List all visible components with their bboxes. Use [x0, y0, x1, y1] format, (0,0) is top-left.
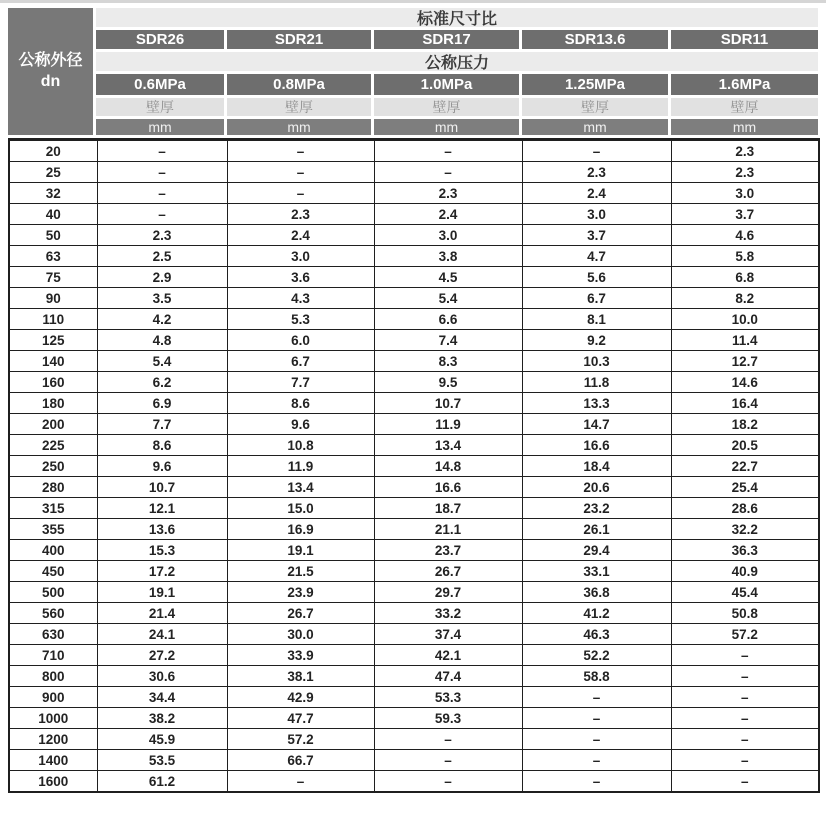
- table-row: [9, 666, 819, 687]
- table-row: [9, 372, 819, 393]
- value-cell: 10.7: [374, 393, 522, 414]
- value-cell: 45.4: [671, 582, 819, 603]
- value-cell: –: [522, 771, 671, 793]
- value-cell: –: [227, 183, 374, 204]
- col-header-sdr21: SDR21: [227, 30, 371, 49]
- value-cell: 36.3: [671, 540, 819, 561]
- dn-cell: 63: [9, 246, 97, 267]
- corner-header-nominal-od: [8, 8, 93, 135]
- value-cell: –: [671, 729, 819, 750]
- col-header-sdr17: SDR17: [374, 30, 519, 49]
- value-cell: –: [522, 729, 671, 750]
- value-cell: 14.8: [374, 456, 522, 477]
- value-cell: 61.2: [97, 771, 227, 793]
- value-cell: 5.4: [97, 351, 227, 372]
- value-cell: 3.0: [671, 183, 819, 204]
- value-cell: 20.6: [522, 477, 671, 498]
- dn-cell: 1200: [9, 729, 97, 750]
- dn-cell: 110: [9, 309, 97, 330]
- value-cell: 15.3: [97, 540, 227, 561]
- value-cell: 15.0: [227, 498, 374, 519]
- corner-header-line2: dn: [40, 72, 61, 90]
- dn-cell: 1000: [9, 708, 97, 729]
- col-header-1-0mpa: 1.0MPa: [374, 74, 519, 95]
- table-row: [9, 435, 819, 456]
- col-header-0-6mpa: 0.6MPa: [96, 74, 224, 95]
- value-cell: 27.2: [97, 645, 227, 666]
- value-cell: –: [374, 162, 522, 183]
- value-cell: 2.3: [374, 183, 522, 204]
- value-cell: –: [522, 140, 671, 162]
- value-cell: 13.6: [97, 519, 227, 540]
- table-row: [9, 603, 819, 624]
- value-cell: 3.8: [374, 246, 522, 267]
- corner-header-line1: 公称外径: [18, 51, 83, 69]
- value-cell: –: [97, 162, 227, 183]
- value-cell: 9.6: [227, 414, 374, 435]
- value-cell: 53.5: [97, 750, 227, 771]
- top-divider-strip: [0, 0, 826, 3]
- value-cell: 42.9: [227, 687, 374, 708]
- value-cell: 19.1: [97, 582, 227, 603]
- value-cell: 33.9: [227, 645, 374, 666]
- value-cell: 59.3: [374, 708, 522, 729]
- table-row: [9, 414, 819, 435]
- table-row: [9, 624, 819, 645]
- table-body: [9, 140, 819, 793]
- value-cell: 46.3: [522, 624, 671, 645]
- value-cell: 3.6: [227, 267, 374, 288]
- wall-thickness-label: 壁厚: [374, 98, 519, 116]
- value-cell: –: [227, 140, 374, 162]
- table-row: [9, 477, 819, 498]
- table-row: [9, 162, 819, 183]
- value-cell: –: [227, 771, 374, 793]
- dn-cell: 900: [9, 687, 97, 708]
- value-cell: 23.9: [227, 582, 374, 603]
- value-cell: 16.4: [671, 393, 819, 414]
- value-cell: 7.7: [97, 414, 227, 435]
- value-cell: –: [671, 750, 819, 771]
- dn-cell: 140: [9, 351, 97, 372]
- value-cell: 10.3: [522, 351, 671, 372]
- value-cell: 18.4: [522, 456, 671, 477]
- value-cell: 38.2: [97, 708, 227, 729]
- value-cell: 2.3: [522, 162, 671, 183]
- dn-cell: 560: [9, 603, 97, 624]
- value-cell: 8.6: [227, 393, 374, 414]
- value-cell: 57.2: [227, 729, 374, 750]
- value-cell: –: [671, 645, 819, 666]
- value-cell: 36.8: [522, 582, 671, 603]
- table-row: [9, 519, 819, 540]
- value-cell: 5.8: [671, 246, 819, 267]
- dn-cell: 225: [9, 435, 97, 456]
- value-cell: 58.8: [522, 666, 671, 687]
- table-row: [9, 267, 819, 288]
- value-cell: –: [374, 140, 522, 162]
- value-cell: 20.5: [671, 435, 819, 456]
- value-cell: 57.2: [671, 624, 819, 645]
- wall-thickness-data-table: [8, 138, 820, 793]
- value-cell: 25.4: [671, 477, 819, 498]
- value-cell: 4.2: [97, 309, 227, 330]
- value-cell: 2.9: [97, 267, 227, 288]
- wall-thickness-label: 壁厚: [227, 98, 371, 116]
- value-cell: 32.2: [671, 519, 819, 540]
- value-cell: 3.0: [522, 204, 671, 225]
- value-cell: 4.3: [227, 288, 374, 309]
- value-cell: 4.7: [522, 246, 671, 267]
- value-cell: 6.8: [671, 267, 819, 288]
- table-row: [9, 204, 819, 225]
- value-cell: 8.2: [671, 288, 819, 309]
- value-cell: 24.1: [97, 624, 227, 645]
- value-cell: 17.2: [97, 561, 227, 582]
- value-cell: 16.6: [374, 477, 522, 498]
- unit-mm-label: mm: [374, 119, 519, 135]
- dn-cell: 180: [9, 393, 97, 414]
- value-cell: 5.4: [374, 288, 522, 309]
- col-header-1-6mpa: 1.6MPa: [671, 74, 818, 95]
- value-cell: 30.0: [227, 624, 374, 645]
- value-cell: 6.7: [227, 351, 374, 372]
- value-cell: 16.9: [227, 519, 374, 540]
- table-row: [9, 351, 819, 372]
- value-cell: 26.1: [522, 519, 671, 540]
- value-cell: 6.2: [97, 372, 227, 393]
- value-cell: 3.7: [522, 225, 671, 246]
- table-row: [9, 140, 819, 162]
- unit-mm-label: mm: [96, 119, 224, 135]
- value-cell: 2.4: [227, 225, 374, 246]
- dn-cell: 1600: [9, 771, 97, 793]
- value-cell: 2.3: [227, 204, 374, 225]
- value-cell: 10.8: [227, 435, 374, 456]
- col-header-sdr26: SDR26: [96, 30, 224, 49]
- value-cell: 3.7: [671, 204, 819, 225]
- value-cell: 29.4: [522, 540, 671, 561]
- table-row: [9, 246, 819, 267]
- value-cell: 47.4: [374, 666, 522, 687]
- dn-cell: 125: [9, 330, 97, 351]
- dn-cell: 50: [9, 225, 97, 246]
- col-header-0-8mpa: 0.8MPa: [227, 74, 371, 95]
- value-cell: 11.4: [671, 330, 819, 351]
- value-cell: –: [522, 750, 671, 771]
- value-cell: 2.3: [671, 140, 819, 162]
- value-cell: –: [97, 183, 227, 204]
- value-cell: 10.0: [671, 309, 819, 330]
- value-cell: 21.1: [374, 519, 522, 540]
- value-cell: –: [374, 750, 522, 771]
- dn-cell: 355: [9, 519, 97, 540]
- table-row: [9, 225, 819, 246]
- value-cell: –: [522, 708, 671, 729]
- value-cell: 23.2: [522, 498, 671, 519]
- group-header-nominal-pressure: 公称压力: [96, 52, 818, 71]
- dn-cell: 710: [9, 645, 97, 666]
- group-header-sdr-ratio: 标准尺寸比: [96, 8, 818, 27]
- value-cell: 9.2: [522, 330, 671, 351]
- value-cell: –: [374, 771, 522, 793]
- table-row: [9, 540, 819, 561]
- dn-cell: 280: [9, 477, 97, 498]
- dn-cell: 40: [9, 204, 97, 225]
- value-cell: 2.3: [671, 162, 819, 183]
- value-cell: –: [522, 687, 671, 708]
- value-cell: 14.7: [522, 414, 671, 435]
- value-cell: 13.4: [374, 435, 522, 456]
- value-cell: 9.6: [97, 456, 227, 477]
- value-cell: –: [671, 687, 819, 708]
- value-cell: –: [671, 666, 819, 687]
- value-cell: 7.7: [227, 372, 374, 393]
- dn-cell: 200: [9, 414, 97, 435]
- dn-cell: 25: [9, 162, 97, 183]
- col-header-sdr11: SDR11: [671, 30, 818, 49]
- value-cell: –: [97, 140, 227, 162]
- col-header-sdr13-6: SDR13.6: [522, 30, 668, 49]
- value-cell: 30.6: [97, 666, 227, 687]
- dn-cell: 630: [9, 624, 97, 645]
- dn-cell: 250: [9, 456, 97, 477]
- value-cell: 12.1: [97, 498, 227, 519]
- table-row: [9, 645, 819, 666]
- col-header-1-25mpa: 1.25MPa: [522, 74, 668, 95]
- value-cell: 53.3: [374, 687, 522, 708]
- value-cell: 14.6: [671, 372, 819, 393]
- wall-thickness-label: 壁厚: [522, 98, 668, 116]
- value-cell: 5.6: [522, 267, 671, 288]
- dn-cell: 160: [9, 372, 97, 393]
- value-cell: 22.7: [671, 456, 819, 477]
- value-cell: 66.7: [227, 750, 374, 771]
- value-cell: 23.7: [374, 540, 522, 561]
- value-cell: 4.8: [97, 330, 227, 351]
- value-cell: 6.9: [97, 393, 227, 414]
- value-cell: 3.0: [374, 225, 522, 246]
- value-cell: 33.1: [522, 561, 671, 582]
- value-cell: 29.7: [374, 582, 522, 603]
- value-cell: 6.7: [522, 288, 671, 309]
- value-cell: –: [671, 708, 819, 729]
- wall-thickness-label: 壁厚: [671, 98, 818, 116]
- value-cell: 2.4: [374, 204, 522, 225]
- value-cell: 34.4: [97, 687, 227, 708]
- value-cell: 21.4: [97, 603, 227, 624]
- dn-cell: 315: [9, 498, 97, 519]
- value-cell: 5.3: [227, 309, 374, 330]
- value-cell: 3.5: [97, 288, 227, 309]
- dn-cell: 500: [9, 582, 97, 603]
- value-cell: 6.0: [227, 330, 374, 351]
- value-cell: 2.5: [97, 246, 227, 267]
- table-row: [9, 456, 819, 477]
- value-cell: 26.7: [374, 561, 522, 582]
- table-row: [9, 582, 819, 603]
- value-cell: 26.7: [227, 603, 374, 624]
- value-cell: 4.6: [671, 225, 819, 246]
- value-cell: 42.1: [374, 645, 522, 666]
- value-cell: –: [227, 162, 374, 183]
- dn-cell: 800: [9, 666, 97, 687]
- table-row: [9, 183, 819, 204]
- unit-mm-label: mm: [671, 119, 818, 135]
- value-cell: 12.7: [671, 351, 819, 372]
- value-cell: 7.4: [374, 330, 522, 351]
- unit-mm-label: mm: [522, 119, 668, 135]
- dn-cell: 75: [9, 267, 97, 288]
- value-cell: 41.2: [522, 603, 671, 624]
- dn-cell: 1400: [9, 750, 97, 771]
- value-cell: 8.6: [97, 435, 227, 456]
- table-row: [9, 330, 819, 351]
- value-cell: 18.7: [374, 498, 522, 519]
- table-row: [9, 288, 819, 309]
- value-cell: 50.8: [671, 603, 819, 624]
- value-cell: 4.5: [374, 267, 522, 288]
- dn-cell: 32: [9, 183, 97, 204]
- table-row: [9, 393, 819, 414]
- value-cell: 18.2: [671, 414, 819, 435]
- value-cell: 37.4: [374, 624, 522, 645]
- value-cell: 45.9: [97, 729, 227, 750]
- value-cell: 33.2: [374, 603, 522, 624]
- value-cell: 11.9: [227, 456, 374, 477]
- value-cell: 3.0: [227, 246, 374, 267]
- dn-cell: 400: [9, 540, 97, 561]
- value-cell: –: [374, 729, 522, 750]
- value-cell: 6.6: [374, 309, 522, 330]
- value-cell: –: [671, 771, 819, 793]
- value-cell: 11.8: [522, 372, 671, 393]
- table-header: [8, 8, 818, 135]
- table-row: [9, 729, 819, 750]
- value-cell: 9.5: [374, 372, 522, 393]
- value-cell: 8.3: [374, 351, 522, 372]
- table-row: [9, 750, 819, 771]
- dn-cell: 90: [9, 288, 97, 309]
- value-cell: 40.9: [671, 561, 819, 582]
- dn-cell: 450: [9, 561, 97, 582]
- value-cell: 10.7: [97, 477, 227, 498]
- value-cell: 2.4: [522, 183, 671, 204]
- dn-cell: 20: [9, 140, 97, 162]
- value-cell: 38.1: [227, 666, 374, 687]
- table-row: [9, 561, 819, 582]
- value-cell: 47.7: [227, 708, 374, 729]
- value-cell: 8.1: [522, 309, 671, 330]
- value-cell: 11.9: [374, 414, 522, 435]
- unit-mm-label: mm: [227, 119, 371, 135]
- table-row: [9, 309, 819, 330]
- value-cell: 21.5: [227, 561, 374, 582]
- table-row: [9, 687, 819, 708]
- wall-thickness-label: 壁厚: [96, 98, 224, 116]
- value-cell: 28.6: [671, 498, 819, 519]
- table-row: [9, 498, 819, 519]
- value-cell: 13.4: [227, 477, 374, 498]
- table-row: [9, 708, 819, 729]
- value-cell: 16.6: [522, 435, 671, 456]
- value-cell: 52.2: [522, 645, 671, 666]
- value-cell: 13.3: [522, 393, 671, 414]
- value-cell: 2.3: [97, 225, 227, 246]
- value-cell: 19.1: [227, 540, 374, 561]
- table-row: [9, 771, 819, 793]
- value-cell: –: [97, 204, 227, 225]
- pipe-spec-table: [8, 8, 818, 793]
